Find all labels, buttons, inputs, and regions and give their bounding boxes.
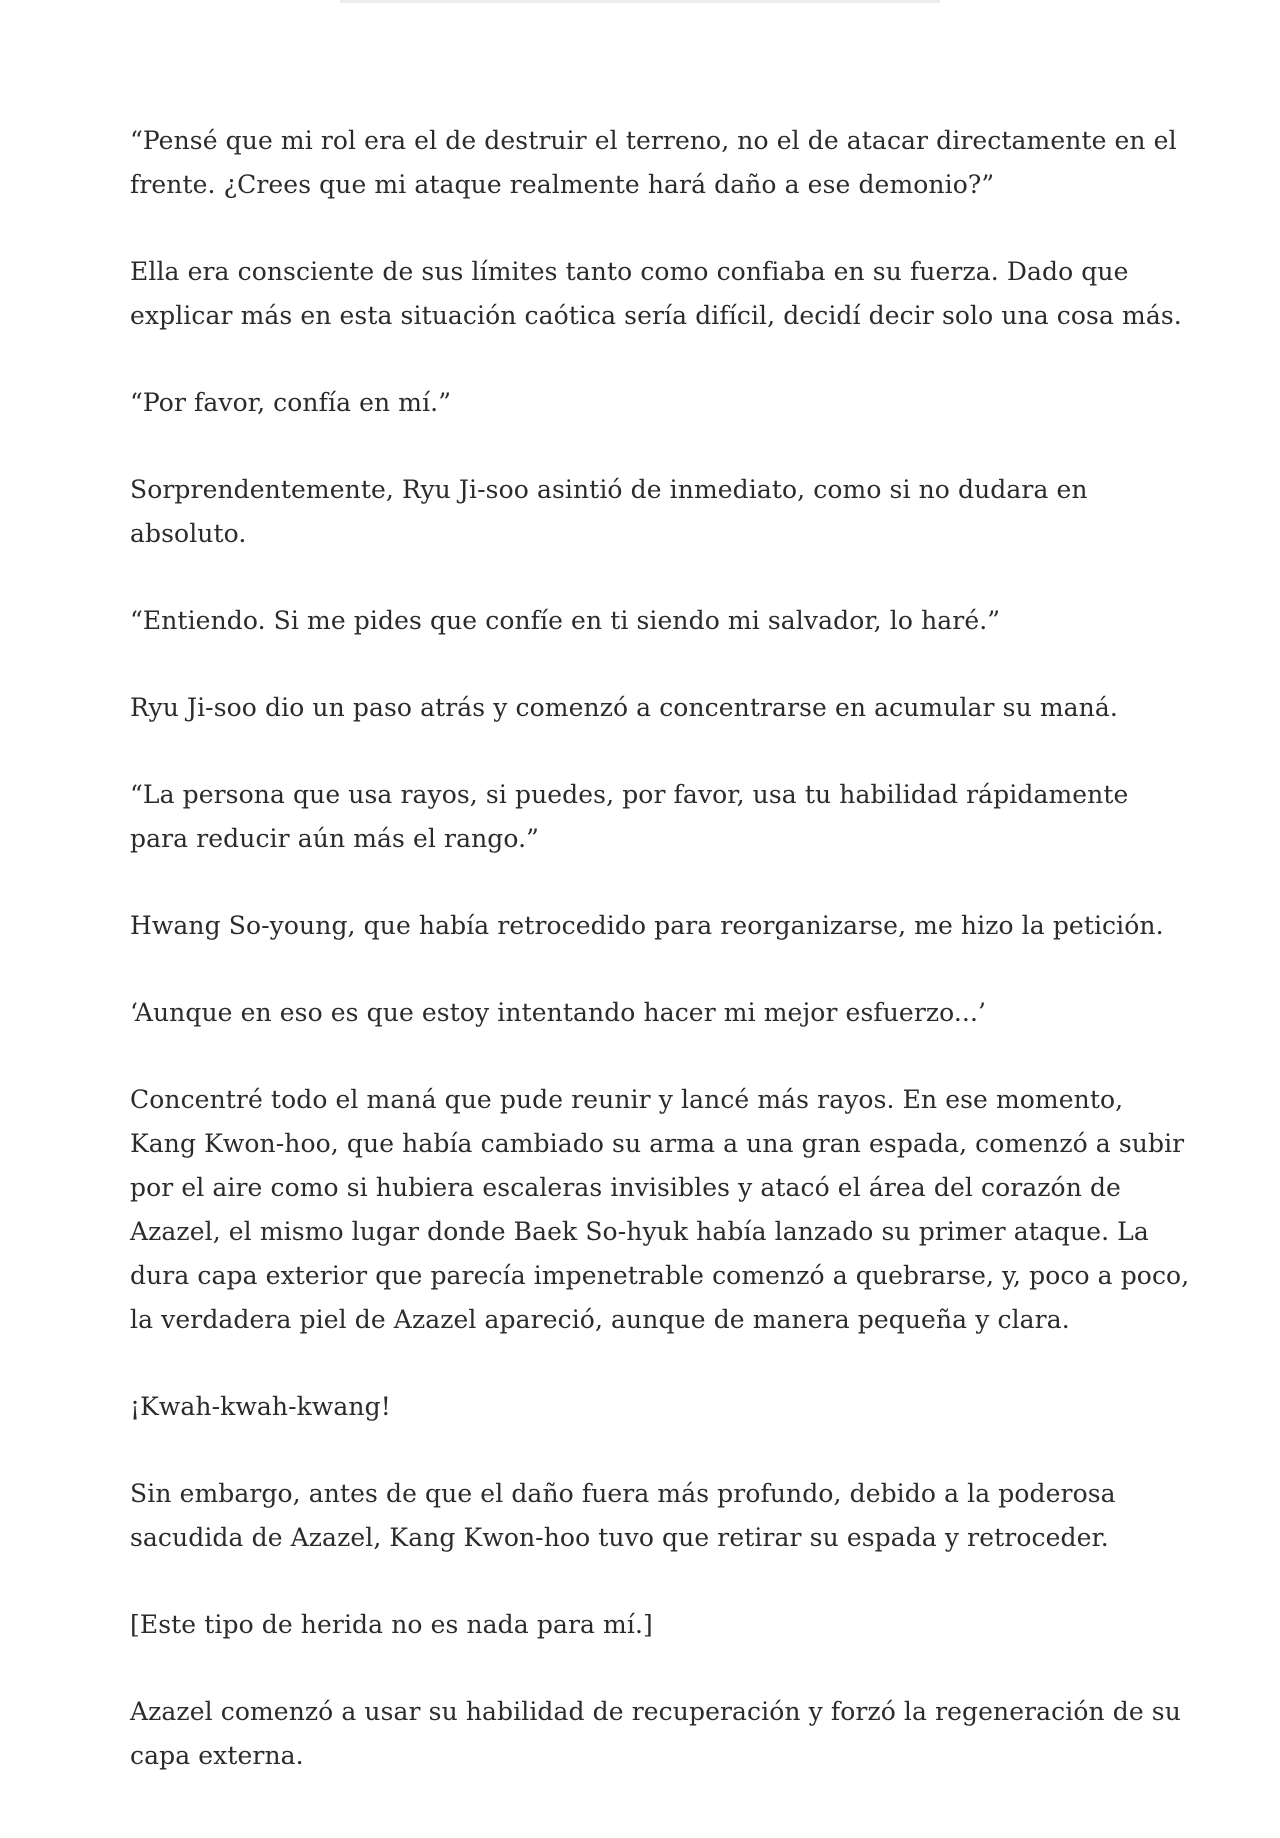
document-body	[130, 119, 1190, 1821]
paragraph-6: Ryu Ji-soo dio un paso atrás y comenzó a concentrarse en acumular su maná.	[130, 693, 1118, 722]
paragraph-8: Hwang So-young, que había retrocedido para reorganizarse, me hizo la petición.	[130, 911, 1164, 940]
paragraph-3: “Por favor, confía en mí.”	[130, 388, 452, 417]
paragraph-10: Concentré todo el maná que pude reunir y lancé más rayos. En ese momento, Kang Kwon-hoo, que había cambiado su arma a una gran espada, comenzó a subir por el aire como si hubiera escaleras invisibles y atacó el área del corazón de Azazel, el mismo lugar donde Baek So-hyuk había lanzado su primer ataque. La dura capa exterior que parecía impenetrable comenzó a quebrarse, y, poco a poco, la verdadera piel de Azazel apareció, aunque de manera pequeña y clara.	[130, 1085, 1190, 1334]
paragraph-13: [Este tipo de herida no es nada para mí.]	[130, 1610, 653, 1639]
paragraph-1: “Pensé que mi rol era el de destruir el terreno, no el de atacar directamente en el frente. ¿Crees que mi ataque realmente hará daño a ese demonio?”	[130, 126, 1177, 199]
paragraph-9: ‘Aunque en eso es que estoy intentando hacer mi mejor esfuerzo...’	[130, 998, 987, 1027]
paragraph-11: ¡Kwah-kwah-kwang!	[130, 1392, 391, 1421]
top-divider	[340, 0, 940, 3]
paragraph-2: Ella era consciente de sus límites tanto como confiaba en su fuerza. Dado que explicar más en esta situación caótica sería difícil, decidí decir solo una cosa más.	[130, 257, 1182, 330]
paragraph-14: Azazel comenzó a usar su habilidad de recuperación y forzó la regeneración de su capa externa.	[130, 1697, 1181, 1770]
paragraph-4: Sorprendentemente, Ryu Ji-soo asintió de inmediato, como si no dudara en absoluto.	[130, 475, 1088, 548]
paragraph-7: “La persona que usa rayos, si puedes, por favor, usa tu habilidad rápidamente para reducir aún más el rango.”	[130, 780, 1129, 853]
paragraph-12: Sin embargo, antes de que el daño fuera más profundo, debido a la poderosa sacudida de Azazel, Kang Kwon-hoo tuvo que retirar su espada y retroceder.	[130, 1479, 1116, 1552]
paragraph-5: “Entiendo. Si me pides que confíe en ti siendo mi salvador, lo haré.”	[130, 606, 1001, 635]
